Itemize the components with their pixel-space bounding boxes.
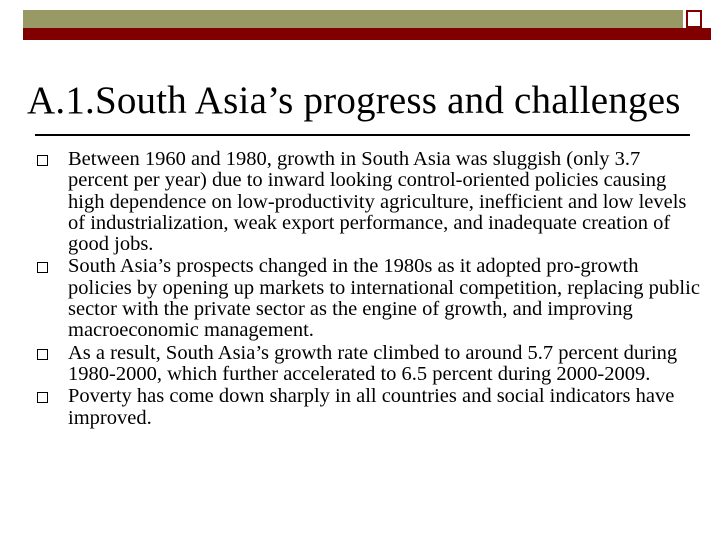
hollow-square-bullet-icon bbox=[37, 392, 48, 403]
header-band-olive bbox=[23, 10, 683, 28]
title-underline bbox=[35, 134, 690, 136]
bullet-text: As a result, South Asia’s growth rate climbed to around 5.7 percent during 1980-2000, which further accelerated to 6.5 percent during 2000-2009. bbox=[68, 341, 678, 385]
hollow-square-bullet-icon bbox=[37, 349, 48, 360]
slide-title: A.1.South Asia’s progress and challenges bbox=[27, 79, 681, 122]
bullet-item bbox=[35, 343, 700, 386]
bullet-text: South Asia’s prospects changed in the 1980s as it adopted pro-growth policies by opening up markets to international competition, replacing public sector with the private sector as the engine of growth, and improving macroeconomic management. bbox=[68, 255, 700, 342]
header-band-maroon bbox=[23, 28, 711, 40]
hollow-square-bullet-icon bbox=[37, 262, 48, 273]
bullet-item bbox=[35, 256, 700, 341]
bullet-item bbox=[35, 386, 700, 429]
hollow-square-bullet-icon bbox=[37, 155, 48, 166]
bullet-text: Poverty has come down sharply in all countries and social indicators have improved. bbox=[68, 385, 675, 429]
bullet-item bbox=[35, 149, 700, 255]
corner-square-icon bbox=[686, 10, 702, 28]
bullet-text: Between 1960 and 1980, growth in South Asia was sluggish (only 3.7 percent per year) due to inward looking control-oriented policies causing high dependence on low-productivity agriculture, inefficient and low levels of industrialization, weak export performance, and inadequate creation of good jobs. bbox=[68, 148, 687, 256]
bullet-list bbox=[35, 149, 700, 429]
